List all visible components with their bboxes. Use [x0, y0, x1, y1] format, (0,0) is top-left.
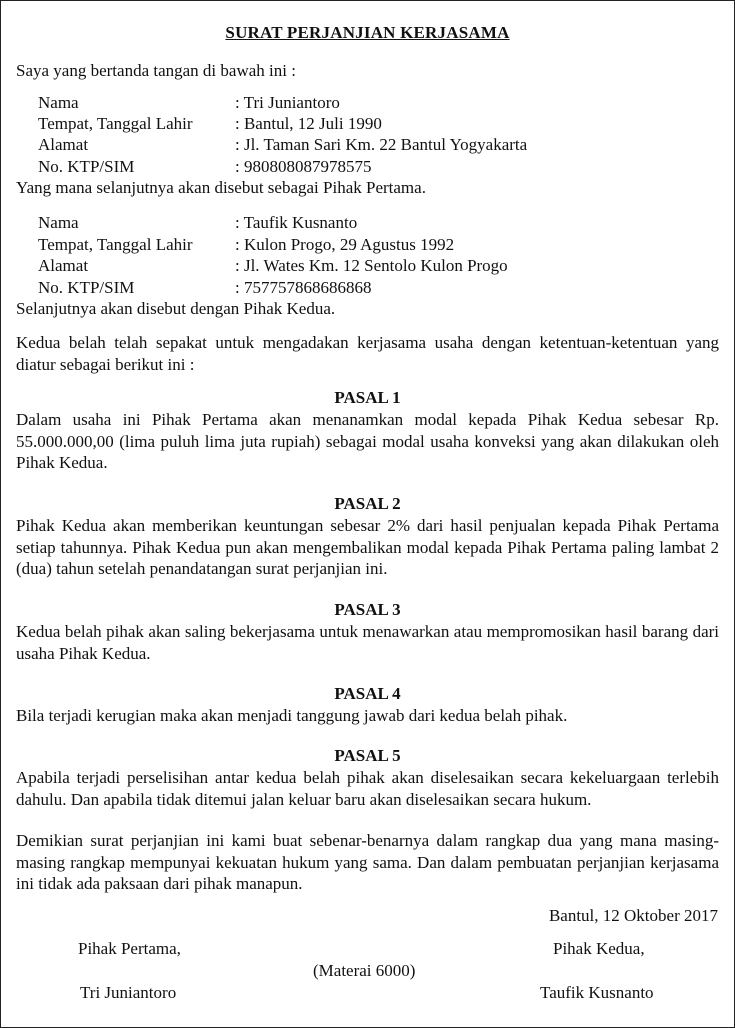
- place-date: Bantul, 12 Oktober 2017: [548, 906, 718, 925]
- article-3-text: Kedua belah pihak akan saling bekerjasama untuk menawarkan atau mempromosikan hasil barang dari usaha Pihak Kedua.: [16, 622, 719, 663]
- party2-label-address: Alamat: [38, 256, 89, 275]
- article-5-heading: PASAL 5: [334, 746, 401, 765]
- party2-value-address: : Jl. Wates Km. 12 Sentolo Kulon Progo: [235, 256, 508, 275]
- signature-right-role: Pihak Kedua,: [553, 939, 645, 958]
- party1-designation: Yang mana selanjutnya akan disebut sebagai Pihak Pertama.: [16, 178, 426, 197]
- signature-left-role: Pihak Pertama,: [78, 939, 181, 958]
- party1-value-id: : 980808087978575: [235, 157, 372, 176]
- party2-value-id: : 757757868686868: [235, 278, 372, 297]
- party1-value-address: : Jl. Taman Sari Km. 22 Bantul Yogyakarta: [235, 135, 528, 154]
- article-2-heading: PASAL 2: [334, 494, 401, 513]
- party1-value-birth: : Bantul, 12 Juli 1990: [235, 114, 382, 133]
- closing-paragraph: Demikian surat perjanjian ini kami buat sebenar-benarnya dalam rangkap dua yang mana masing-masing rangkap mempunyai kekuatan hukum yang sama. Dan dalam pembuatan perjanjian kerjasama ini tidak ada paksaan dari pihak manapun.: [16, 831, 719, 893]
- intro-line: Saya yang bertanda tangan di bawah ini :: [16, 61, 296, 80]
- party2-label-name: Nama: [38, 213, 79, 232]
- signature-right-name: Taufik Kusnanto: [540, 983, 654, 1002]
- party2-designation: Selanjutnya akan disebut dengan Pihak Kedua.: [16, 299, 336, 318]
- article-1-text: Dalam usaha ini Pihak Pertama akan menanamkan modal kepada Pihak Kedua sebesar Rp. 55.000.000,00 (lima puluh lima juta rupiah) sebagai modal usaha konveksi yang akan dilakukan oleh Pihak Kedua.: [16, 410, 719, 472]
- signature-left-name: Tri Juniantoro: [80, 983, 177, 1002]
- party1-label-name: Nama: [38, 93, 79, 112]
- article-5-text: Apabila terjadi perselisihan antar kedua belah pihak akan diselesaikan secara kekeluargaan terlebih dahulu. Dan apabila tidak ditemui jalan keluar baru akan diselesaikan secara hukum.: [16, 768, 719, 809]
- agreement-intro: Kedua belah telah sepakat untuk mengadakan kerjasama usaha dengan ketentuan-ketentuan yang diatur sebagai berikut ini :: [16, 333, 719, 374]
- article-1-heading: PASAL 1: [334, 388, 401, 407]
- document-title: SURAT PERJANJIAN KERJASAMA: [225, 23, 510, 42]
- party1-label-address: Alamat: [38, 135, 89, 154]
- party1-value-name: : Tri Juniantoro: [235, 93, 340, 112]
- party2-value-name: : Taufik Kusnanto: [235, 213, 358, 232]
- party2-value-birth: : Kulon Progo, 29 Agustus 1992: [235, 235, 455, 254]
- party2-label-birth: Tempat, Tanggal Lahir: [38, 235, 193, 254]
- article-3-heading: PASAL 3: [334, 600, 401, 619]
- party2-label-id: No. KTP/SIM: [38, 278, 135, 297]
- article-4-text: Bila terjadi kerugian maka akan menjadi tanggung jawab dari kedua belah pihak.: [16, 706, 568, 725]
- article-2-text: Pihak Kedua akan memberikan keuntungan sebesar 2% dari hasil penjualan kepada Pihak Pertama setiap tahunnya. Pihak Kedua pun akan mengembalikan modal kepada Pihak Pertama paling lambat 2 (dua) tahun setelah penandatangan surat perjanjian ini.: [16, 516, 719, 578]
- party1-label-birth: Tempat, Tanggal Lahir: [38, 114, 193, 133]
- party1-label-id: No. KTP/SIM: [38, 157, 135, 176]
- article-4-heading: PASAL 4: [334, 684, 401, 703]
- stamp-placeholder: (Materai 6000): [313, 961, 416, 980]
